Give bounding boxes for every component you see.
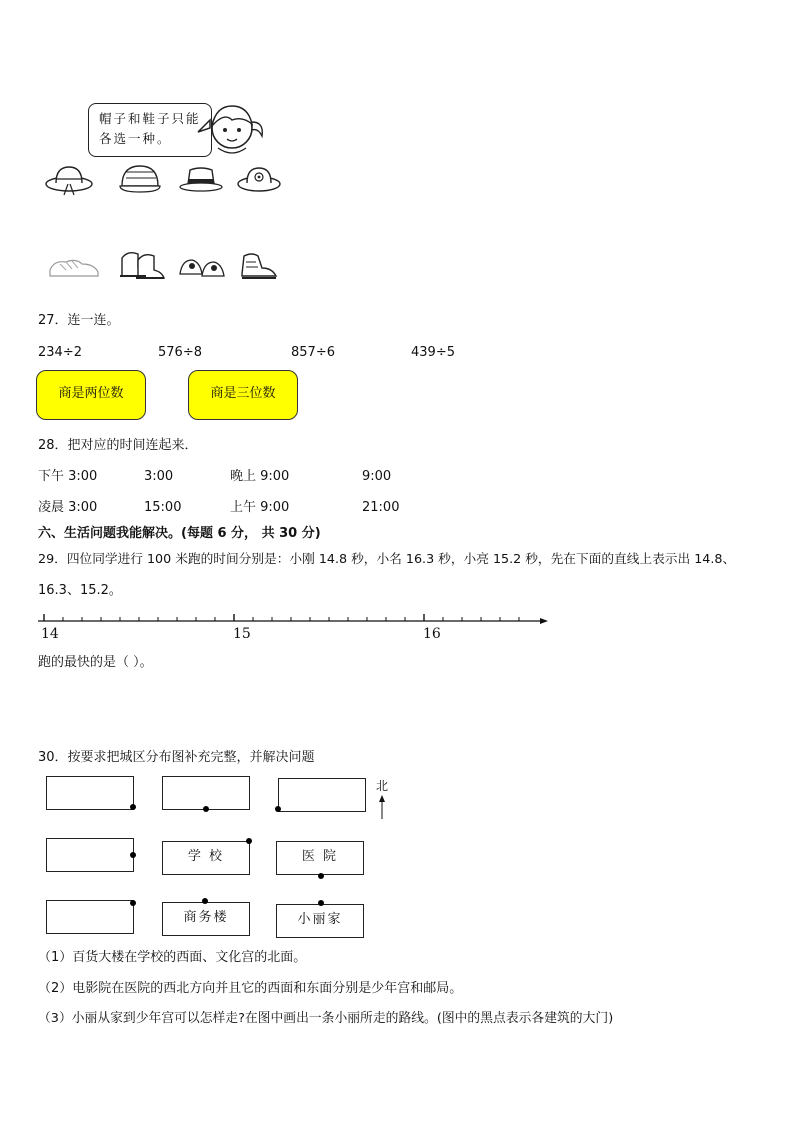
time-item: 晚上 9:00 (230, 469, 290, 484)
time-item: 上午 9:00 (230, 500, 290, 515)
building-label: 医 院 (301, 849, 339, 864)
sneaker-icon (46, 254, 102, 280)
gate-dot (202, 898, 208, 904)
q27-expression: 857÷6 (291, 345, 335, 360)
gate-dot (130, 804, 136, 810)
flower-hat-icon (236, 162, 282, 194)
time-item: 21:00 (362, 500, 400, 515)
map-building-business[interactable] (162, 902, 250, 936)
q30-item-3: （3）小丽从家到少年宫可以怎样走?在图中画出一条小丽所走的路线。(图中的黑点表示各建筑的大门) (38, 1011, 614, 1026)
boots-icon (116, 248, 168, 282)
time-item: 9:00 (362, 469, 392, 484)
map-building-empty[interactable] (46, 838, 134, 872)
q29-text-line-2: 16.3、15.2。 (38, 583, 122, 598)
q28-title: 28．把对应的时间连起来． (38, 438, 198, 453)
sport-shoes-icon (236, 248, 280, 282)
gate-dot (130, 900, 136, 906)
q29-text-line-1: 29．四位同学进行 100 米跑的时间分别是：小刚 14.8 秒，小名 16.3 秒，小亮 15.2 秒，先在下面的直线上表示出 14.8、 (38, 551, 736, 566)
map-building-empty[interactable] (46, 776, 134, 810)
gate-dot (130, 852, 136, 858)
map-building-empty[interactable] (162, 776, 250, 810)
q27-expression: 439÷5 (411, 345, 455, 360)
answer-box-three-digit[interactable] (188, 370, 298, 420)
north-arrow-icon (377, 794, 387, 820)
time-item: 凌晨 3:00 (38, 500, 98, 515)
time-item: 下午 3:00 (38, 469, 98, 484)
building-label: 商务楼 (183, 910, 229, 925)
q30-item-1: （1）百货大楼在学校的西面、文化宫的北面。 (38, 950, 307, 965)
building-label: 学 校 (187, 849, 225, 864)
answer-box-two-digit[interactable] (36, 370, 146, 420)
number-line-label: 16 (423, 626, 441, 642)
map-building-home[interactable] (276, 904, 364, 938)
map-building-empty[interactable] (278, 778, 366, 812)
speech-bubble (88, 103, 212, 157)
sun-hat-icon (44, 162, 94, 198)
q27-title: 27．连一连。 (38, 313, 120, 328)
q30-title: 30．按要求把城区分布图补充完整，并解决问题 (38, 750, 315, 765)
section-six-title: 六、生活问题我能解决。(每题 6 分， 共 30 分) (38, 526, 321, 541)
bubble-line-1: 帽子和鞋子只能 (99, 111, 201, 126)
time-item: 3:00 (144, 469, 174, 484)
map-building-hospital[interactable] (276, 841, 364, 875)
time-item: 15:00 (144, 500, 182, 515)
fedora-hat-icon (178, 164, 224, 194)
sandals-icon (176, 250, 228, 280)
gate-dot (203, 806, 209, 812)
girl-illustration (196, 98, 268, 164)
bubble-line-2: 各选一种。 (99, 131, 172, 146)
answer-box-label: 商是三位数 (210, 386, 276, 401)
q27-expression: 234÷2 (38, 345, 82, 360)
gate-dot (318, 900, 324, 906)
cap-icon (118, 160, 162, 196)
north-label: 北 (376, 779, 389, 793)
number-line-label: 15 (233, 626, 251, 642)
q27-expression: 576÷8 (158, 345, 202, 360)
q29-fastest-answer: 跑的最快的是（ ）。 (38, 655, 153, 670)
q30-item-2: （2）电影院在医院的西北方向并且它的西面和东面分别是少年宫和邮局。 (38, 981, 463, 996)
map-building-school[interactable] (162, 841, 250, 875)
number-line-label: 14 (41, 626, 59, 642)
gate-dot (246, 838, 252, 844)
gate-dot (275, 806, 281, 812)
number-line[interactable] (36, 612, 552, 632)
building-label: 小丽家 (297, 912, 343, 927)
map-building-empty[interactable] (46, 900, 134, 934)
answer-box-label: 商是两位数 (58, 386, 124, 401)
gate-dot (318, 873, 324, 879)
